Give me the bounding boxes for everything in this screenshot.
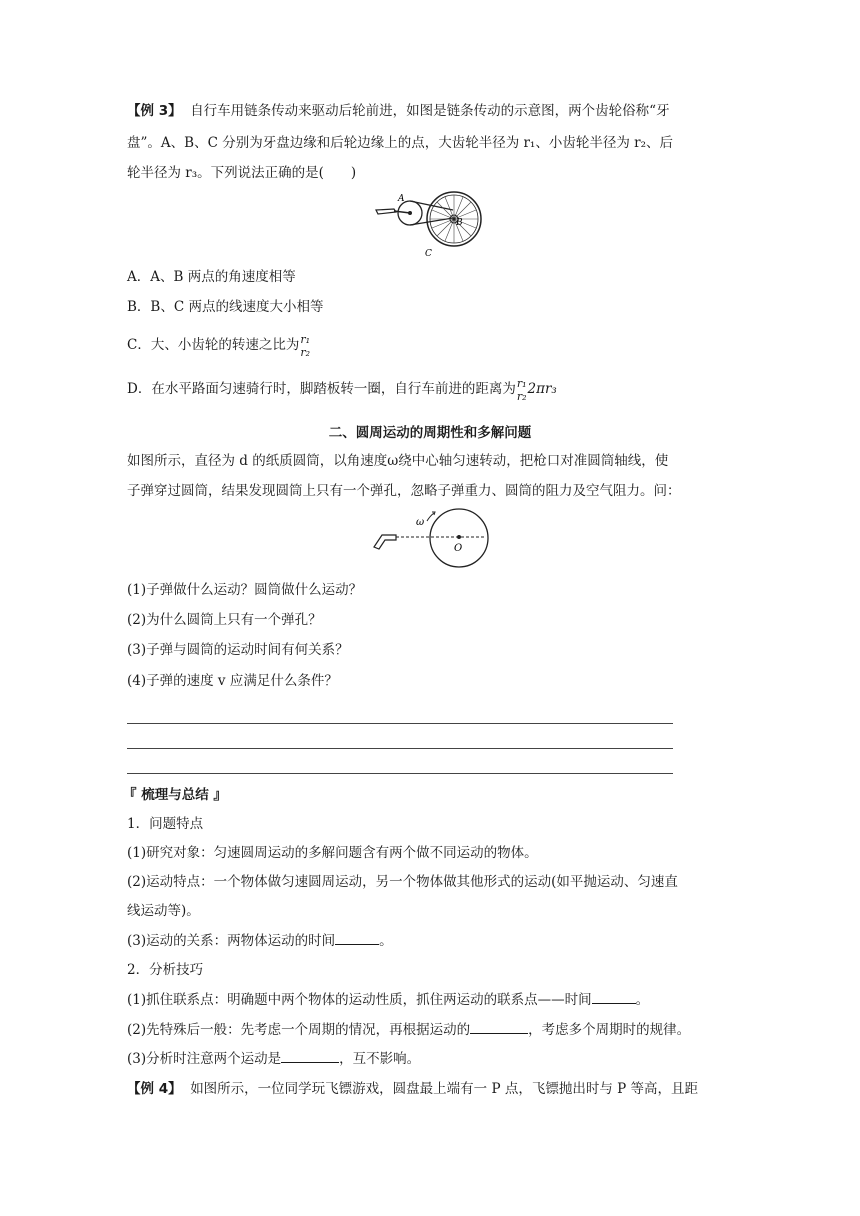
answer-line-2 <box>127 748 673 749</box>
option-c <box>127 328 311 362</box>
fig-omega: ω <box>416 517 425 528</box>
summary-p2b: 线运动等)。 <box>127 903 200 919</box>
section2-para2: 子弹穿过圆筒，结果发现圆筒上只有一个弹孔，忽略子弹重力、圆筒的阻力及空气阻力。问： <box>127 483 681 499</box>
question-2: (2)为什么圆筒上只有一个弹孔？ <box>127 612 322 628</box>
bicycle-chain-figure <box>370 190 490 262</box>
option-c-num: r₁ <box>300 332 311 346</box>
fig-label-a: A <box>398 194 405 204</box>
blank-2 <box>592 991 636 1004</box>
option-c-den: r₂ <box>300 345 311 359</box>
fig-label-c: C <box>425 249 432 259</box>
summary-p3 <box>127 931 393 951</box>
option-b: B．B、C 两点的线速度大小相等 <box>127 299 324 315</box>
summary-p3-end: 。 <box>379 933 393 949</box>
option-d-den: r₂ <box>516 389 527 403</box>
example4-text: 如图所示，一位同学玩飞镖游戏，圆盘最上端有一 P 点，飞镖抛出时与 P 等高，且距 <box>190 1081 699 1097</box>
blank-3 <box>470 1021 528 1034</box>
option-a: A．A、B 两点的角速度相等 <box>127 269 296 285</box>
summary-s3-end: ，互不影响。 <box>339 1051 421 1067</box>
example3-line2: 盘”。A、B、C 分别为牙盘边缘和后轮边缘上的点，大齿轮半径为 r₁、小齿轮半径为 r₂、后 <box>127 135 674 151</box>
example3-line3: 轮半径为 r₃。下列说法正确的是( ) <box>127 165 357 181</box>
summary-s2 <box>127 1020 690 1040</box>
option-d-tail: 2πr₃ <box>527 381 557 397</box>
example3-tag: 【例 3】 <box>127 103 182 119</box>
summary-p3-text: (3)运动的关系：两物体运动的时间 <box>127 933 336 949</box>
option-d-text: D．在水平路面匀速骑行时，脚踏板转一圈，自行车前进的距离为 <box>127 381 516 397</box>
summary-h2: 2．分析技巧 <box>127 962 204 978</box>
summary-s1-text: (1)抓住联系点：明确题中两个物体的运动性质，抓住两运动的联系点——时间 <box>127 992 592 1008</box>
option-d-num: r₁ <box>516 376 527 390</box>
example3-text-1: 自行车用链条传动来驱动后轮前进，如图是链条传动的示意图，两个齿轮俗称“牙 <box>190 103 670 119</box>
answer-line-1 <box>127 723 673 724</box>
option-d <box>127 372 557 406</box>
section2-heading: 二、圆周运动的周期性和多解问题 <box>328 425 532 441</box>
question-4: (4)子弹的速度 v 应满足什么条件？ <box>127 673 338 689</box>
answer-line-3 <box>127 773 673 774</box>
summary-h1: 1．问题特点 <box>127 816 204 832</box>
option-c-text: C．大、小齿轮的转速之比为 <box>127 337 300 353</box>
summary-p1: (1)研究对象：匀速圆周运动的多解问题含有两个做不同运动的物体。 <box>127 845 538 861</box>
question-3: (3)子弹与圆筒的运动时间有何关系？ <box>127 642 349 658</box>
example4-tag: 【例 4】 <box>127 1081 182 1097</box>
summary-s2-text: (2)先特殊后一般：先考虑一个周期的情况，再根据运动的 <box>127 1022 471 1038</box>
cylinder-bullet-figure <box>370 507 495 571</box>
blank-4 <box>281 1050 339 1063</box>
summary-p2a: (2)运动特点：一个物体做匀速圆周运动，另一个物体做其他形式的运动(如平抛运动、匀速直 <box>127 874 678 890</box>
blank-1 <box>335 932 379 945</box>
summary-s1-end: 。 <box>635 992 650 1008</box>
fig-label-b: B <box>456 218 463 228</box>
option-c-fraction <box>300 333 310 359</box>
summary-heading: 『 梳理与总结 』 <box>123 787 227 803</box>
summary-s2-end: ，考虑多个周期时的规律。 <box>528 1022 691 1038</box>
option-d-fraction <box>517 377 527 403</box>
fig-o: O <box>454 543 463 554</box>
summary-s3 <box>127 1049 420 1069</box>
example3-line1 <box>127 101 670 121</box>
example4-line1 <box>127 1079 698 1099</box>
summary-s1 <box>127 990 649 1010</box>
summary-s3-text: (3)分析时注意两个运动是 <box>127 1051 282 1067</box>
section2-para1: 如图所示，直径为 d 的纸质圆筒，以角速度ω绕中心轴匀速转动，把枪口对准圆筒轴线，使 <box>127 453 669 469</box>
question-1: (1)子弹做什么运动？圆筒做什么运动？ <box>127 582 363 598</box>
